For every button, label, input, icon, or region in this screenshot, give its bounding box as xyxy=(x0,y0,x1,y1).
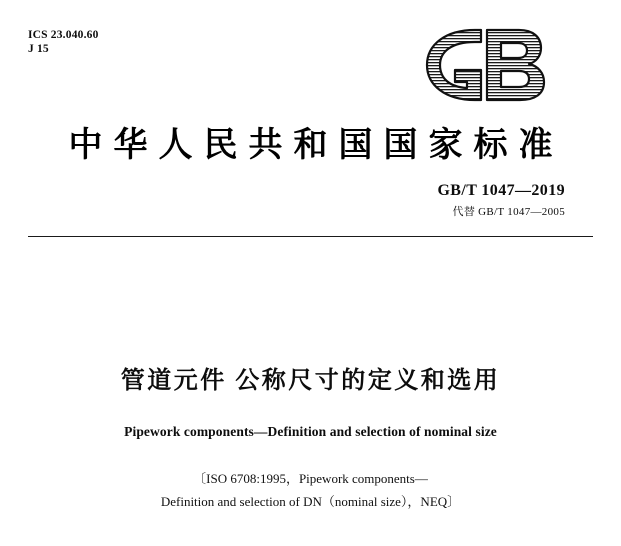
standard-number: GB/T 1047—2019 xyxy=(437,182,565,199)
document-title-chinese: 管道元件 公称尺寸的定义和选用 xyxy=(120,368,501,394)
header-divider xyxy=(28,236,593,237)
ics-line-2 xyxy=(28,42,99,56)
ccs-label: J xyxy=(28,43,34,56)
source-note-line-2: Definition and selection of DN（nominal size），NEQ〕 xyxy=(160,493,461,509)
gb-logo-icon xyxy=(419,26,549,104)
ics-classification-block xyxy=(28,28,99,57)
source-standard-note xyxy=(0,468,621,514)
ics-value: 23.040.60 xyxy=(50,29,99,41)
ics-line-1 xyxy=(28,28,99,42)
standard-number-block xyxy=(437,182,565,219)
document-title-english: Pipework components—Definition and selection of nominal size xyxy=(124,424,497,439)
page-title: 中华人民共和国国家标准 xyxy=(68,127,564,164)
ics-label: ICS xyxy=(28,29,48,41)
ccs-value: 15 xyxy=(36,43,49,56)
replaces-standard-number: 代替 GB/T 1047—2005 xyxy=(452,206,565,218)
source-note-line-1: 〔ISO 6708:1995，Pipework components— xyxy=(193,471,428,486)
